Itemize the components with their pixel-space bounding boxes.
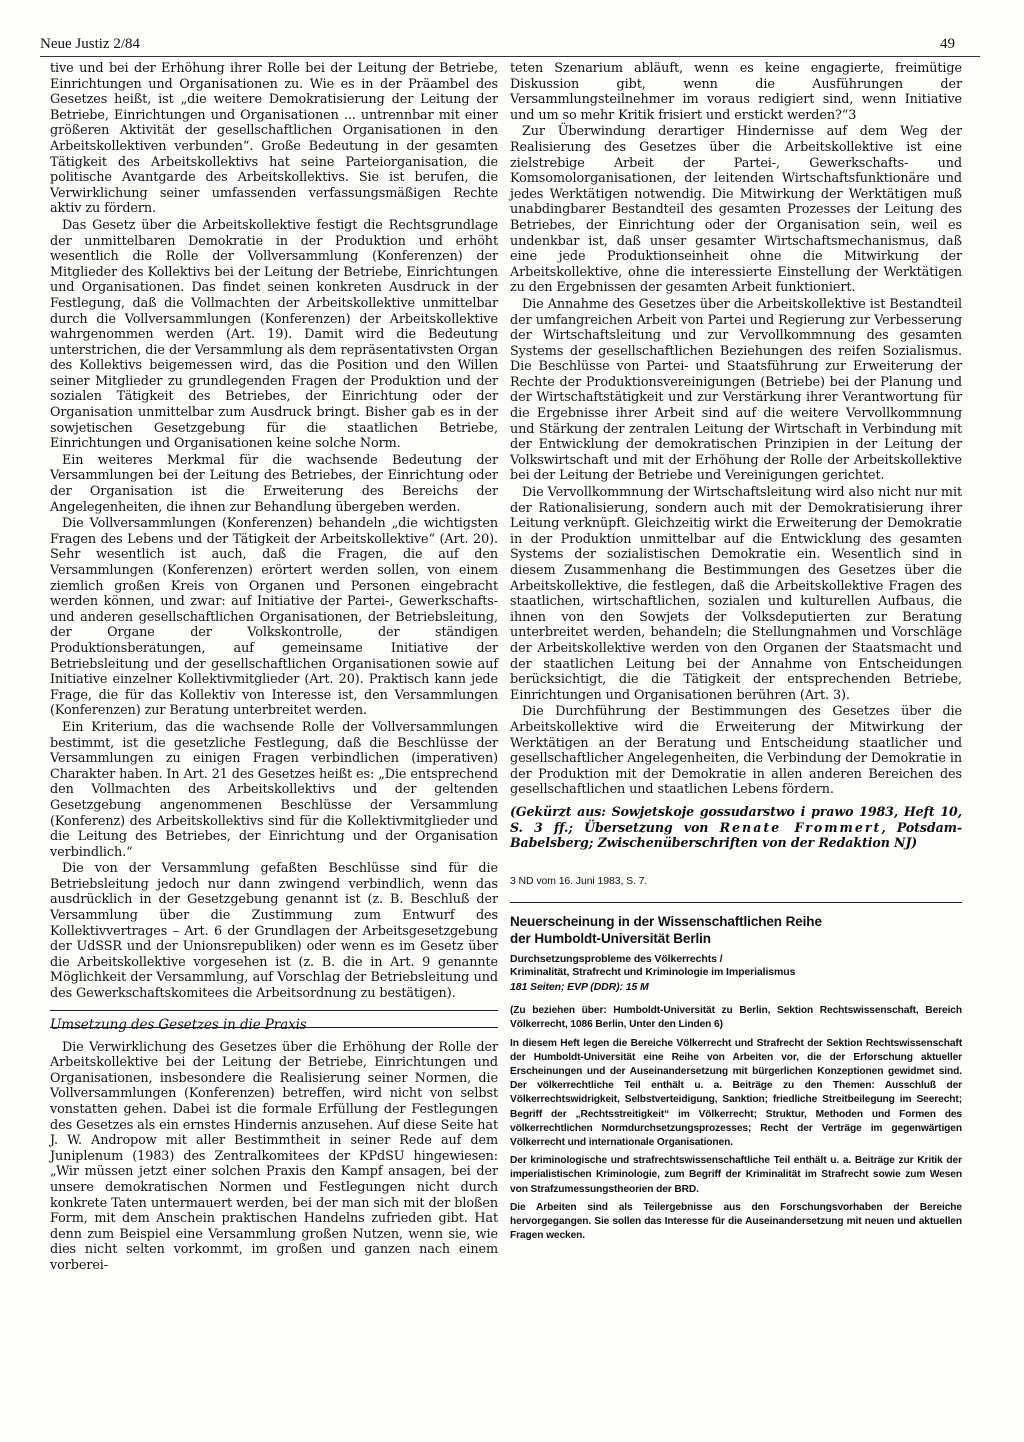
paragraph: Die von der Versammlung gefaßten Beschlüsse sind für die Betriebsleitung jedoch nur dann zwingend verbindlich, wenn das ausdrücklich in der Gesetzgebung genannt ist (z. B. Beschluß der Versammlung über die Zustimmung zum Entwurf des Kollektivvertrages – Art. 6 der Grundlagen der Arbeitsgesetzgebung der UdSSR und der Unionsrepubliken) oder wenn es im Gesetz über die Arbeitskollektive vorgesehen ist (z. B. die in Art. 9 genannte Möglichkeit der Versammlung, auf Vorschlag der Betriebsleitung und des Gewerkschaftskomitees die Arbeitsordnung zu bestätigen). <box>50 861 498 1002</box>
notice-meta: 181 Seiten; EVP (DDR): 15 M <box>510 980 649 993</box>
notice-text: Der kriminologische und strafrechtswissenschaftliche Teil enthält u. a. Beiträge zur Kritik der imperialistischen Kriminologie, zum Begriff der Kriminalität im Strafrecht sowie zum Wesen von Strafzumessungstheorien der BRD. <box>510 1155 962 1195</box>
right-column <box>510 61 962 1243</box>
running-header: Neue Justiz 2/84 <box>40 36 140 52</box>
notice-text: In diesem Heft legen die Bereiche Völkerrecht und Strafrecht der Sektion Rechtswissenschaft der Humboldt-Universität eine Reihe von Arbeiten vor, die der Erforschung aktueller Erscheinungen und der Auseinandersetzung mit bürgerlichen Konzeptionen gewidmet sind. Der völkerrechtliche Teil enthält u. a. Beiträge zu den Themen: Ausschluß der Völkerrechtswidrigkeit, Selbstverteidigung, Sanktion; friedliche Streitbeilegung im Seerecht; Begriff der „Rechtsstreitigkeit“ im Völkerrecht; Struktur, Methoden und Formen des völkerrechtlichen Normdurchsetzungsprozesses; Recht der Verträge im gegenwärtigen Völkerrecht und internationale Organisationen. <box>510 1037 962 1149</box>
notice-rule <box>510 902 962 903</box>
section-rule-top <box>50 1010 498 1011</box>
notice-title <box>510 913 962 947</box>
notice-text: Die Arbeiten sind als Teilergebnisse aus den Forschungsvorhaben der Bereiche hervorgegangen. Sie sollen das Interesse für die Auseinandersetzung mit neuen und aktuellen Fragen wecken. <box>510 1201 962 1242</box>
paragraph: Die Durchführung der Bestimmungen des Gesetzes über die Arbeitskollektive wird die Erweiterung der Mitwirkung der Werktätigen an der Beratung und Entscheidung staatlicher und gesellschaftlicher Angelegenheiten, die Verbindung der Demokratie in der Produktion mit der Demokratie in allen anderen Bereichen des gesellschaftlichen und staatlichen Lebens fördern. <box>510 704 962 798</box>
paragraph: Ein Kriterium, das die wachsende Rolle der Vollversammlungen bestimmt, ist die gesetzliche Festlegung, daß die Beschlüsse der Versammlungen zu einigen Fragen verbindlichen (imperativen) Charakter haben. In Art. 21 des Gesetzes heißt es: „Die entsprechend den Vollmachten des Arbeitskollektivs und der geltenden Gesetzgebung angenommenen Beschlüsse der Versammlung (Konferenz) des Arbeitskollektivs sind für die Kollektivmitglieder und die Leitung des Betriebes, der Einrichtung und der Organisation verbindlich.“ <box>50 719 498 860</box>
notice-title-line: der Humboldt-Universität Berlin <box>510 930 711 946</box>
left-column <box>50 61 498 1274</box>
footnote: 3 ND vom 16. Juni 1983, S. 7. <box>510 874 648 887</box>
notice-subtitle-line: Durchsetzungsprobleme des Völkerrechts / <box>510 952 723 965</box>
notice-subtitle-line: Kriminalität, Strafrecht und Kriminologie im Imperialismus <box>510 966 796 979</box>
paragraph: Die Annahme des Gesetzes über die Arbeitskollektive ist Bestandteil der umfangreichen Arbeit von Partei und Regierung zur Verbesserung der Wirtschaftsleitung und zur Vervollkommnung des gesamten Systems der gesellschaftlichen Beziehungen des reifen Sozialismus. Die Beschlüsse von Partei- und Staatsführung zur Erweiterung der Rechte der Produktionsvereinigungen (Betriebe) bei der Planung und der Wirtschaftstätigkeit und zur Verstärkung ihrer Verantwortung für die Ergebnisse ihrer Arbeit sind auf die weitere Vervollkommnung und Stärkung der zentralen Leitung der Wirtschaft in Verbindung mit der Entwicklung der demokratischen Prinzipien in der Leitung der Volkswirtschaft und mit der Erhöhung der Rolle der Arbeitskollektive bei der Leitung der Betriebe und Vereinigungen gerichtet. <box>510 296 962 484</box>
paragraph: Das Gesetz über die Arbeitskollektive festigt die Rechtsgrundlage der unmittelbaren Demokratie in der Produktion und erhöht wesentlich die Rolle der Vollversammlung (Konferenzen) der Mitglieder des Kollektivs bei der Leitung der Betriebe, Einrichtungen und Organisationen. Das findet seinen konkreten Ausdruck in der Festlegung, daß die Vollmachten der Arbeitskollektive unmittelbar durch die Vollversammlungen (Konferenzen) der Arbeitskollektive wahrgenommen werden (Art. 19). Damit wird die Bedeutung unterstrichen, die der Versammlung als dem repräsentativsten Organ des Kollektivs beigemessen wird, das die Position und den Willen seiner Mitglieder zu grundlegenden Fragen der Produktion und der sozialen Tätigkeit des Betriebes, der Einrichtung oder der Organisation unmittelbar zum Ausdruck bringt. Bisher gab es in der sowjetischen Gesetzgebung für die staatlichen Betriebe, Einrichtungen und Organisationen keine solche Norm. <box>50 217 498 452</box>
notice-title-line: Neuerscheinung in der Wissenschaftlichen Reihe <box>510 913 822 929</box>
paragraph: Die Verwirklichung des Gesetzes über die Erhöhung der Rolle der Arbeitskollektive bei der Leitung der Betriebe, Einrichtungen und Organisationen, insbesondere die Realisierung seiner Normen, die Vollversammlungen (Konferenzen) betreffen, wird nicht von selbst vonstatten gehen. Dabei ist die formale Erfüllung der Festlegungen des Gesetzes als ein ernstes Hindernis anzusehen. Auf diese Seite hat J. W. Andropow mit aller Bestimmtheit in seiner Rede auf dem Juniplenum (1983) des Zentralkomitees der KPdSU hingewiesen: „Wir müssen jetzt einer solchen Praxis den Kampf ansagen, bei der unsere demokratischen Normen und Festlegungen nicht durch konkrete Taten untermauert werden, bei der man sich mit der bloßen Form, mit dem Anschein praktischen Handelns zufrieden gibt. Hat denn zum Beispiel eine Versammlung großen Nutzen, wenn sie, wie dies nicht selten vorkommt, im großen und ganzen nach einem vorberei- <box>50 1039 498 1273</box>
paragraph: tive und bei der Erhöhung ihrer Rolle bei der Leitung der Betriebe, Einrichtungen und Organisationen zu. Wie es in der Präambel des Gesetzes heißt, ist „die weitere Demokratisierung der Leitung der Betriebe, Einrichtungen und Organisationen ... untrennbar mit einer größeren Aktivität der gesellschaftlichen Organisationen in den Arbeitskollektiven verbunden“. Große Bedeutung in der gesamten Tätigkeit des Arbeitskollektivs hat seine Parteiorganisation, die politische Avantgarde des Arbeitskollektivs. Sie ist berufen, die Verwirklichung seiner umfassenden verfassungsmäßigen Rechte aktiv zu fördern. <box>50 61 498 217</box>
paragraph: Zur Überwindung derartiger Hindernisse auf dem Weg der Realisierung des Gesetzes über die Arbeitskollektive ist eine zielstrebige Arbeit der Partei-, Gewerkschafts- und Komsomolorganisationen, der leitenden Wirtschaftsfunktionäre und jedes Werktätigen notwendig. Die Mitwirkung der Werktätigen muß unabdingbarer Bestandteil des gesamten Prozesses der Leitung des Betriebes, der Einrichtung oder der Organisation sein, weil es undenkbar ist, daß unser gesamter Wirtschaftsmechanismus, daß eine jede Produktionseinheit ohne die Mitwirkung der Arbeitskollektive, ohne die interessierte Einstellung der Werktätigen zu den Ergebnissen der gesamten Arbeit funktioniert. <box>510 124 962 296</box>
source-note-text: (Gekürzt aus: Sowjetskoje gossudarstwo i prawo 1983, Heft 10, S. 3 ff.; Übersetzung von <box>510 803 962 835</box>
notice-order-info: (Zu beziehen über: Humboldt-Universität zu Berlin, Sektion Rechtswissenschaft, Bereich Völkerrecht, 1086 Berlin, Unter den Linden 6) <box>510 1005 962 1031</box>
notice-subtitle <box>510 953 962 980</box>
page-number: 49 <box>940 36 955 52</box>
paragraph: Die Vollversammlungen (Konferenzen) behandeln „die wichtigsten Fragen des Lebens und der Tätigkeit der Arbeitskollektive“ (Art. 20). Sehr wesentlich ist auch, daß die Fragen, die auf den Versammlungen (Konferenzen) erörtert werden sollen, von einem ziemlich großen Kreis von Organen und Personen eingebracht werden können, und zwar: auf Initiative der Partei-, Gewerkschafts- und anderen gesellschaftlichen Organisationen, der Betriebsleitung, der Organe der Volkskontrolle, der ständigen Produktionsberatungen, auf gemeinsame Initiative der Betriebsleitung und der gesellschaftlichen Organisationen sowie auf Initiative einzelner Kollektivmitglieder (Art. 20). Praktisch kann jede Frage, die für das Kollektiv von Interesse ist, den Versammlungen (Konferenzen) zur Beratung unterbreitet werden. <box>50 516 498 719</box>
paragraph: Die Vervollkommnung der Wirtschaftsleitung wird also nicht nur mit der Rationalisierung, sondern auch mit der Demokratisierung ihrer Leitung verknüpft. Gleichzeitig wirkt die Erweiterung der Demokratie in der Produktion unmittelbar auf die Entwicklung des gesamten Systems der sozialistischen Demokratie ein. Wesentlich sind in diesem Zusammenhang die Bestimmungen des Gesetzes über die Arbeitskollektive, die festlegen, daß die Arbeitskollektive Fragen des staatlichen, wirtschaftlichen, sozialen und kulturellen Aufbaus, die ihnen von den Sowjets der Volksdeputierten zur Beratung unterbreitet werden, behandeln; die Stellungnahmen und Vorschläge der Arbeitskollektive werden von den Organen der Staatsmacht und der staatlichen Leitung bei der Annahme von Entscheidungen berücksichtigt, die die Tätigkeit der entsprechenden Betriebe, Einrichtungen und Organisationen berühren (Art. 3). <box>510 485 962 703</box>
source-note <box>510 804 962 851</box>
translator-name: Renate Frommert <box>719 819 882 835</box>
section-heading: Umsetzung des Gesetzes in die Praxis <box>50 1016 307 1033</box>
paragraph: Ein weiteres Merkmal für die wachsende Bedeutung der Versammlungen bei der Leitung des Betriebes, der Einrichtung oder der Organisation ist die Erweiterung des Bereichs der Angelegenheiten, die ihnen zur Behandlung übergeben werden. <box>50 452 498 515</box>
source-note-text: , Potsdam-Babelsberg; Zwischenüberschriften von der Redaktion NJ) <box>510 819 962 851</box>
header-rule <box>40 56 980 57</box>
paragraph: teten Szenarium abläuft, wenn es keine engagierte, freimütige Diskussion gibt, wenn die Ausführungen der Versammlungsteilnehmer im voraus redigiert sind, wenn Initiative und um so mehr Kritik frisiert und erstickt werden?“3 <box>510 61 962 123</box>
publication-notice <box>510 913 962 1244</box>
